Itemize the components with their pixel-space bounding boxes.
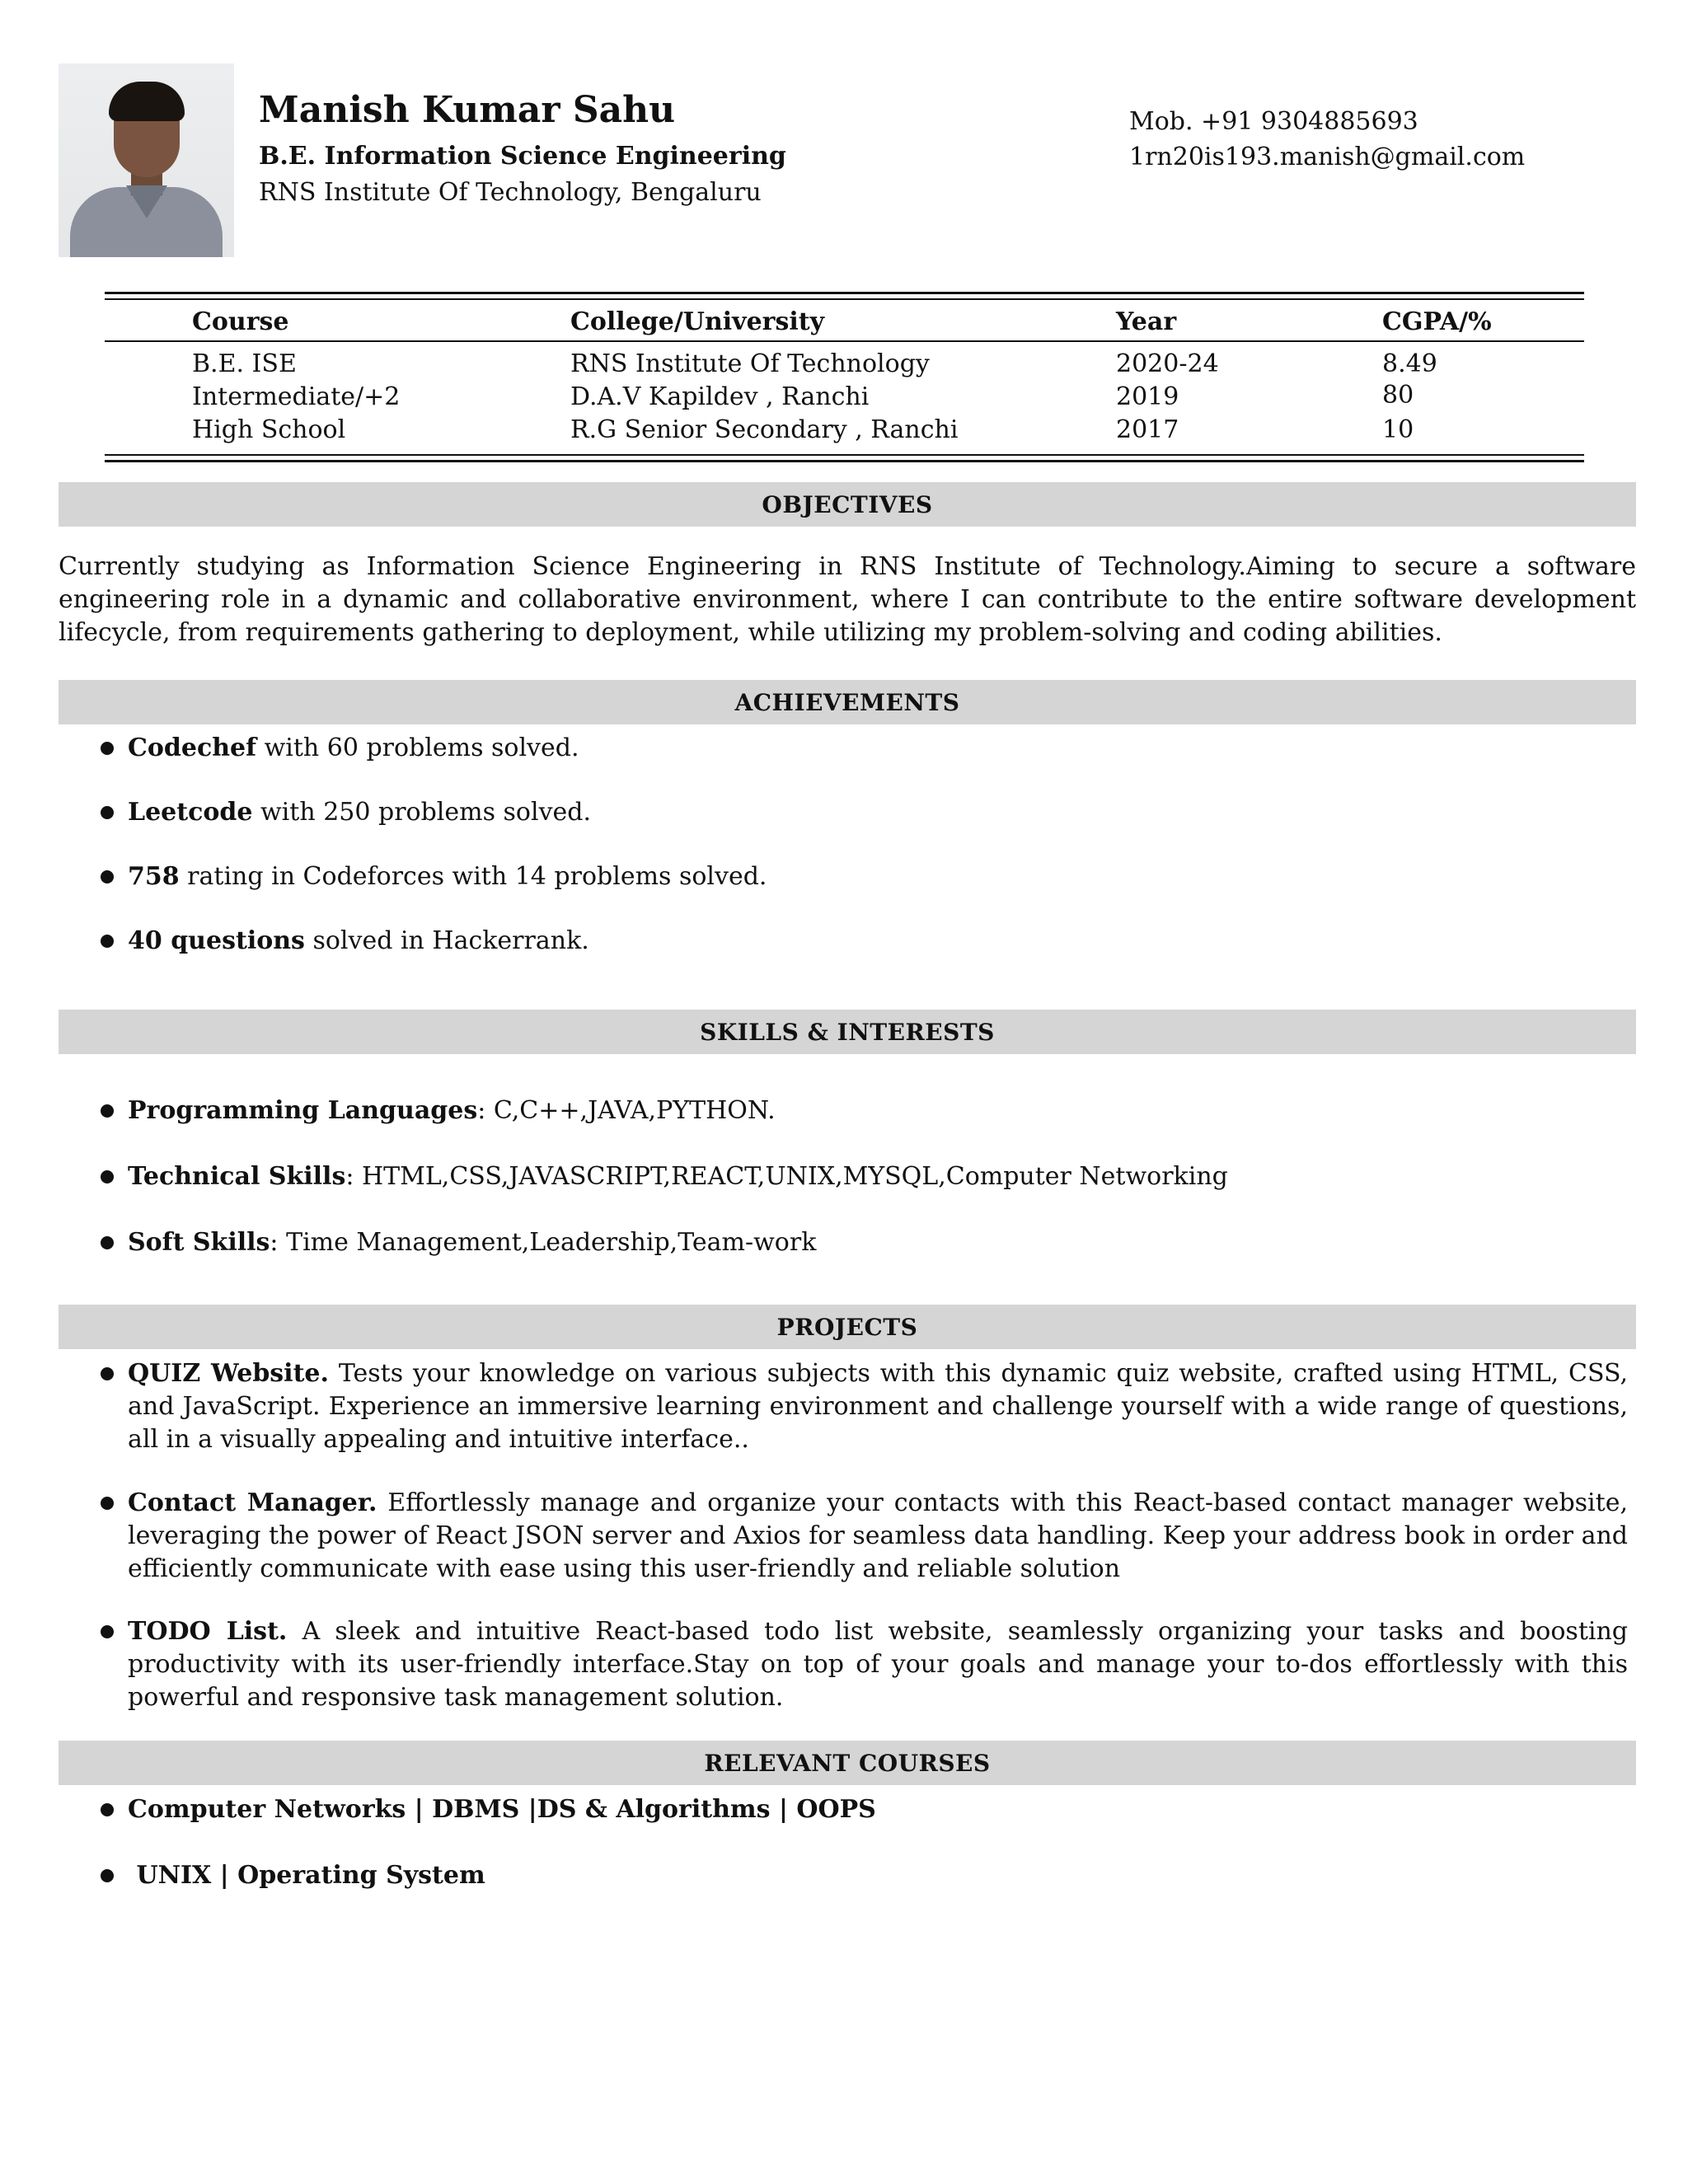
project-item: TODO List. A sleek and intuitive React-based todo list website, seamlessly organizing your tasks and boosting productivity with its user-friendly interface.Stay on top of your goals and manage your to-dos effortlessly with this powerful and responsive task management solution.: [128, 1617, 1628, 1712]
bullet-icon: [101, 870, 114, 883]
table-cell: 2017: [1116, 415, 1179, 444]
table-cell: 10: [1382, 415, 1414, 444]
objectives-text: Currently studying as Information Science Engineering in RNS Institute of Technology.Aiming to secure a software engineering role in a dynamic and collaborative environment, where I can contribute to the entire software development lifecycle, from requirements gathering to deployment, while utilizing my problem-solving and coding abilities.: [59, 552, 1636, 647]
bullet-icon: [101, 1869, 114, 1882]
table-cell: High School: [192, 415, 346, 444]
achievement-item: 40 questions solved in Hackerrank.: [128, 926, 589, 955]
bullet-icon: [101, 1803, 114, 1816]
achievement-item: Leetcode with 250 problems solved.: [128, 798, 592, 827]
skill-item: Technical Skills: HTML,CSS,JAVASCRIPT,REACT,UNIX,MYSQL,Computer Networking: [128, 1162, 1228, 1191]
table-header-year: Year: [1116, 307, 1177, 336]
bullet-icon: [101, 1625, 114, 1638]
table-cell: Intermediate/+2: [192, 382, 401, 411]
table-header-course: Course: [192, 307, 289, 336]
table-cell: B.E. ISE: [192, 349, 297, 378]
table-cell: D.A.V Kapildev , Ranchi: [570, 382, 870, 411]
achievement-item: 758 rating in Codeforces with 14 problems solved.: [128, 862, 767, 891]
bullet-icon: [101, 1367, 114, 1380]
section-header-projects: PROJECTS: [59, 1305, 1636, 1349]
table-cell: RNS Institute Of Technology: [570, 349, 930, 378]
table-cell: 80: [1382, 381, 1414, 410]
section-header-skills: SKILLS & INTERESTS: [59, 1010, 1636, 1054]
section-header-courses: RELEVANT COURSES: [59, 1741, 1636, 1785]
degree-line: B.E. Information Science Engineering: [259, 142, 786, 171]
project-item: Contact Manager. Effortlessly manage and organize your contacts with this React-based contact manager website, leveraging the power of React JSON server and Axios for seamless data handling. Keep your address book in order and efficiently communicate with ease using this user-friendly and reliable solution: [128, 1488, 1628, 1583]
bullet-icon: [101, 935, 114, 948]
table-cell: 2020-24: [1116, 349, 1219, 378]
table-header-cgpa: CGPA/%: [1382, 307, 1492, 336]
course-item: UNIX | Operating System: [128, 1861, 485, 1890]
bullet-icon: [101, 1170, 114, 1183]
course-item: Computer Networks | DBMS |DS & Algorithms | OOPS: [128, 1795, 876, 1824]
skill-item: Soft Skills: Time Management,Leadership,Team-work: [128, 1228, 817, 1257]
skill-item: Programming Languages: C,C++,JAVA,PYTHON.: [128, 1096, 776, 1125]
achievement-item: Codechef with 60 problems solved.: [128, 733, 579, 762]
bullet-icon: [101, 1236, 114, 1249]
bullet-icon: [101, 1497, 114, 1510]
mobile-number: Mob. +91 9304885693: [1129, 107, 1418, 136]
college-line: RNS Institute Of Technology, Bengaluru: [259, 178, 762, 207]
bullet-icon: [101, 1104, 114, 1118]
project-item: QUIZ Website. Tests your knowledge on various subjects with this dynamic quiz website, crafted using HTML, CSS, and JavaScript. Experience an immersive learning environment and challenge yourself with a wide range of questions, all in a visually appealing and intuitive interface..: [128, 1359, 1628, 1454]
bullet-icon: [101, 806, 114, 819]
table-cell: 2019: [1116, 382, 1179, 411]
email-address[interactable]: 1rn20is193.manish@gmail.com: [1129, 143, 1526, 171]
table-header-college: College/University: [570, 307, 825, 336]
table-cell: R.G Senior Secondary , Ranchi: [570, 415, 959, 444]
section-header-objectives: OBJECTIVES: [59, 482, 1636, 527]
candidate-name: Manish Kumar Sahu: [259, 89, 676, 131]
bullet-icon: [101, 742, 114, 755]
section-header-achievements: ACHIEVEMENTS: [59, 680, 1636, 724]
profile-photo: [59, 63, 234, 257]
table-cell: 8.49: [1382, 349, 1437, 378]
